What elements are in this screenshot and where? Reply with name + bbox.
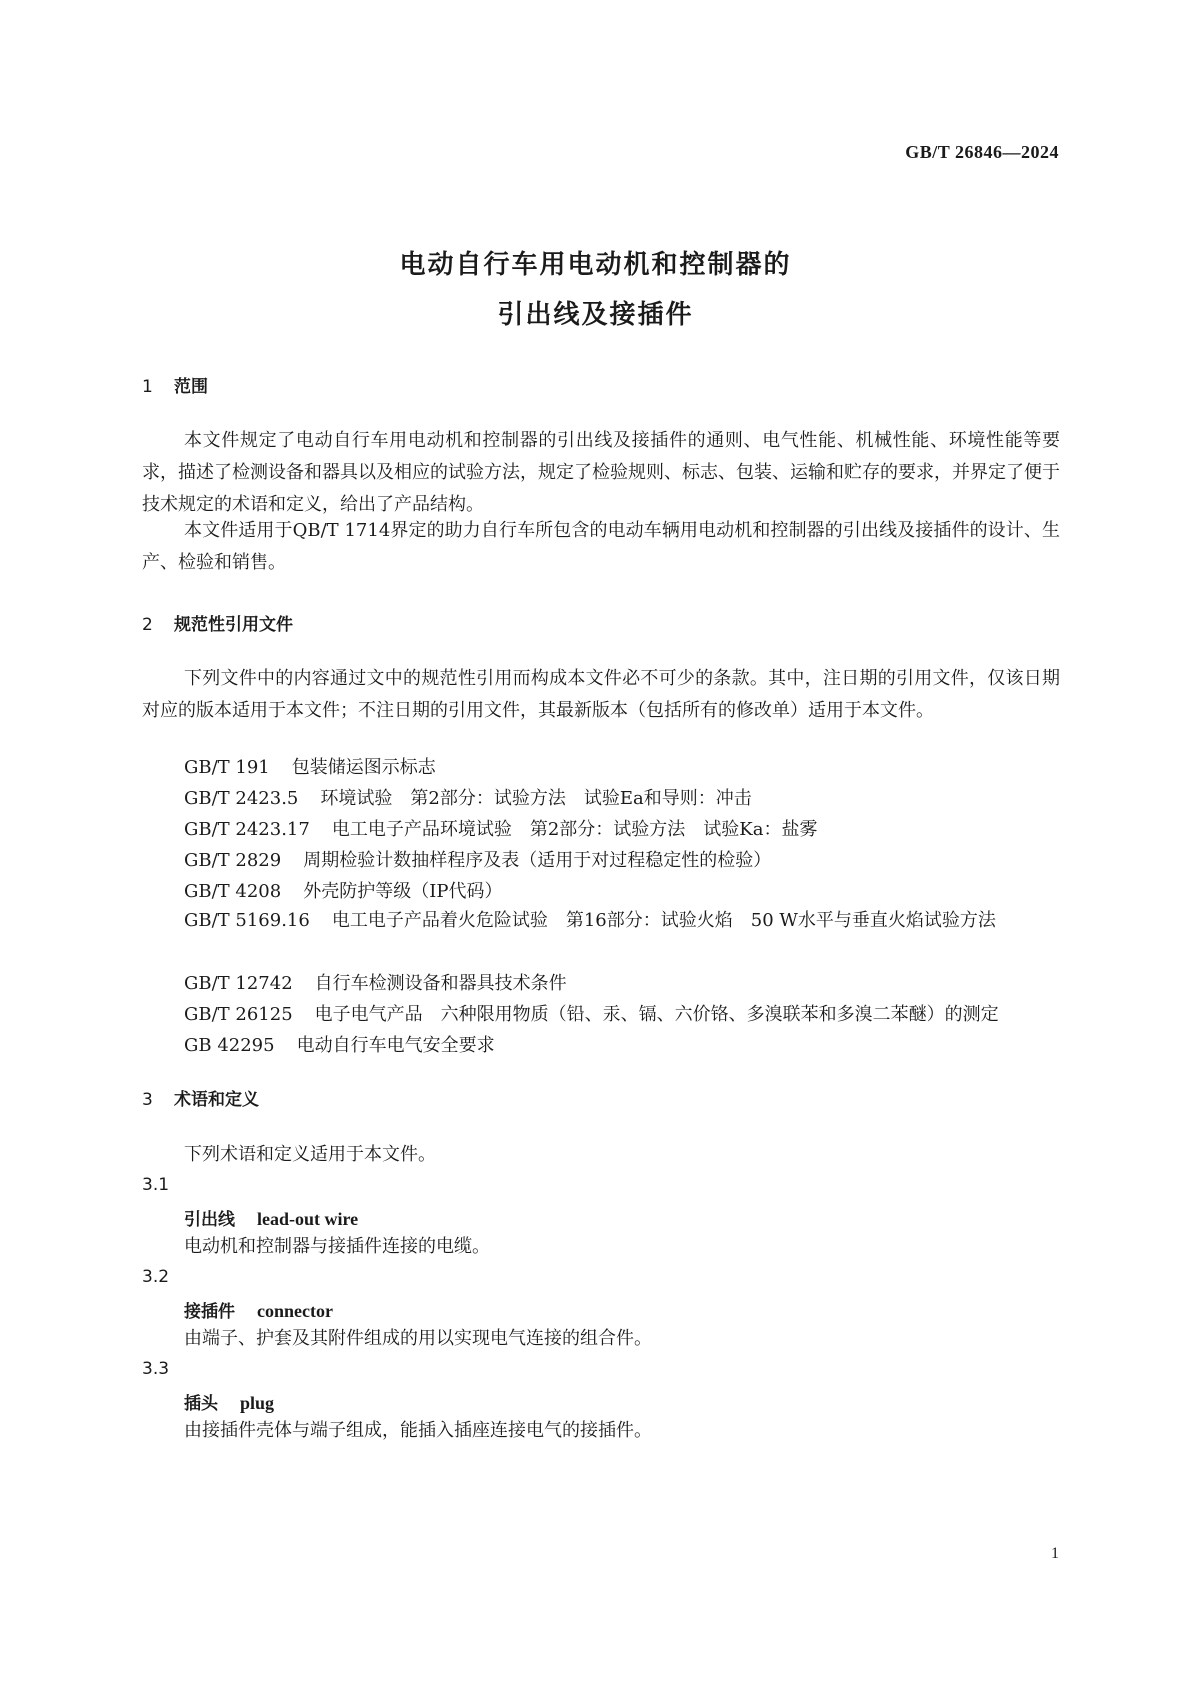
reference-item (184, 783, 752, 815)
reference-code: GB/T 26125 (184, 1004, 293, 1025)
term-name (184, 1389, 274, 1414)
reference-item (184, 752, 436, 784)
reference-title: 环境试验 第2部分：试验方法 试验Ea和导则：冲击 (320, 788, 752, 809)
term-zh: 引出线 (184, 1210, 235, 1230)
term-definition: 由接插件壳体与端子组成，能插入插座连接电气的接插件。 (184, 1420, 652, 1441)
reference-item (184, 968, 567, 1000)
reference-item (184, 814, 817, 846)
reference-code: GB/T 2423.5 (184, 788, 299, 809)
term-en: connector (257, 1301, 333, 1321)
scope-paragraph-2: 本文件适用于QB/T 1714界定的助力自行车所包含的电动车辆用电动机和控制器的引出线及接插件的设计、生产、检验和销售。 (142, 520, 1060, 573)
section-1-heading (142, 372, 208, 397)
reference-code: GB/T 2423.17 (184, 819, 310, 840)
references-intro: 下列文件中的内容通过文中的规范性引用而构成本文件必不可少的条款。其中，注日期的引用文件，仅该日期对应的版本适用于本文件；不注日期的引用文件，其最新版本（包括所有的修改单）适用于本文件。 (142, 668, 1060, 721)
reference-title: 自行车检测设备和器具技术条件 (314, 973, 567, 994)
document-title (0, 240, 1191, 340)
term-zh: 接插件 (184, 1302, 235, 1322)
reference-code: GB 42295 (184, 1035, 275, 1056)
reference-title: 外壳防护等级（IP代码） (303, 881, 503, 902)
reference-title: 电工电子产品环境试验 第2部分：试验方法 试验Ka：盐雾 (331, 819, 818, 840)
scope-paragraph-1: 本文件规定了电动自行车用电动机和控制器的引出线及接插件的通则、电气性能、机械性能、环境性能等要求，描述了检测设备和器具以及相应的试验方法，规定了检验规则、标志、包装、运输和贮存的要求，并界定了便于技术规定的术语和定义，给出了产品结构。 (142, 430, 1060, 515)
page-number: 1 (1051, 1545, 1059, 1562)
title-line-1: 电动自行车用电动机和控制器的 (399, 250, 792, 280)
term-number: 3.3 (142, 1359, 170, 1379)
section-title: 术语和定义 (174, 1090, 259, 1110)
term-zh: 插头 (184, 1394, 218, 1414)
reference-item (184, 845, 771, 877)
section-number: 2 (142, 615, 153, 635)
reference-code: GB/T 191 (184, 757, 270, 778)
standard-code: GB/T 26846—2024 (905, 142, 1059, 162)
reference-code: GB/T 2829 (184, 850, 282, 871)
reference-title: 电动自行车电气安全要求 (296, 1035, 495, 1056)
reference-item (142, 905, 1060, 937)
section-2-heading (142, 610, 293, 635)
reference-code: GB/T 4208 (184, 881, 282, 902)
reference-item (184, 876, 502, 908)
terms-intro: 下列术语和定义适用于本文件。 (184, 1144, 436, 1165)
reference-title: 包装储运图示标志 (291, 757, 436, 778)
term-definition: 电动机和控制器与接插件连接的电缆。 (184, 1236, 490, 1257)
section-number: 3 (142, 1090, 153, 1110)
reference-title: 电子电气产品 六种限用物质（铅、汞、镉、六价铬、多溴联苯和多溴二苯醚）的测定 (314, 1004, 999, 1025)
term-en: lead-out wire (257, 1209, 359, 1229)
title-line-2: 引出线及接插件 (497, 300, 694, 330)
reference-code: GB/T 5169.16 (184, 910, 310, 931)
term-number: 3.2 (142, 1267, 170, 1287)
reference-item (184, 999, 999, 1031)
term-definition: 由端子、护套及其附件组成的用以实现电气连接的组合件。 (184, 1328, 652, 1349)
section-title: 规范性引用文件 (174, 615, 293, 635)
section-3-heading (142, 1085, 259, 1110)
section-title: 范围 (174, 377, 208, 397)
section-number: 1 (142, 377, 153, 397)
reference-title: 周期检验计数抽样程序及表（适用于对过程稳定性的检验） (303, 850, 772, 871)
term-en: plug (240, 1393, 275, 1413)
term-name (184, 1297, 333, 1322)
reference-item (184, 1030, 495, 1062)
term-number: 3.1 (142, 1175, 170, 1195)
reference-title: 电工电子产品着火危险试验 第16部分：试验火焰 50 W水平与垂直火焰试验方法 (331, 910, 996, 931)
reference-code: GB/T 12742 (184, 973, 293, 994)
term-name (184, 1205, 358, 1230)
